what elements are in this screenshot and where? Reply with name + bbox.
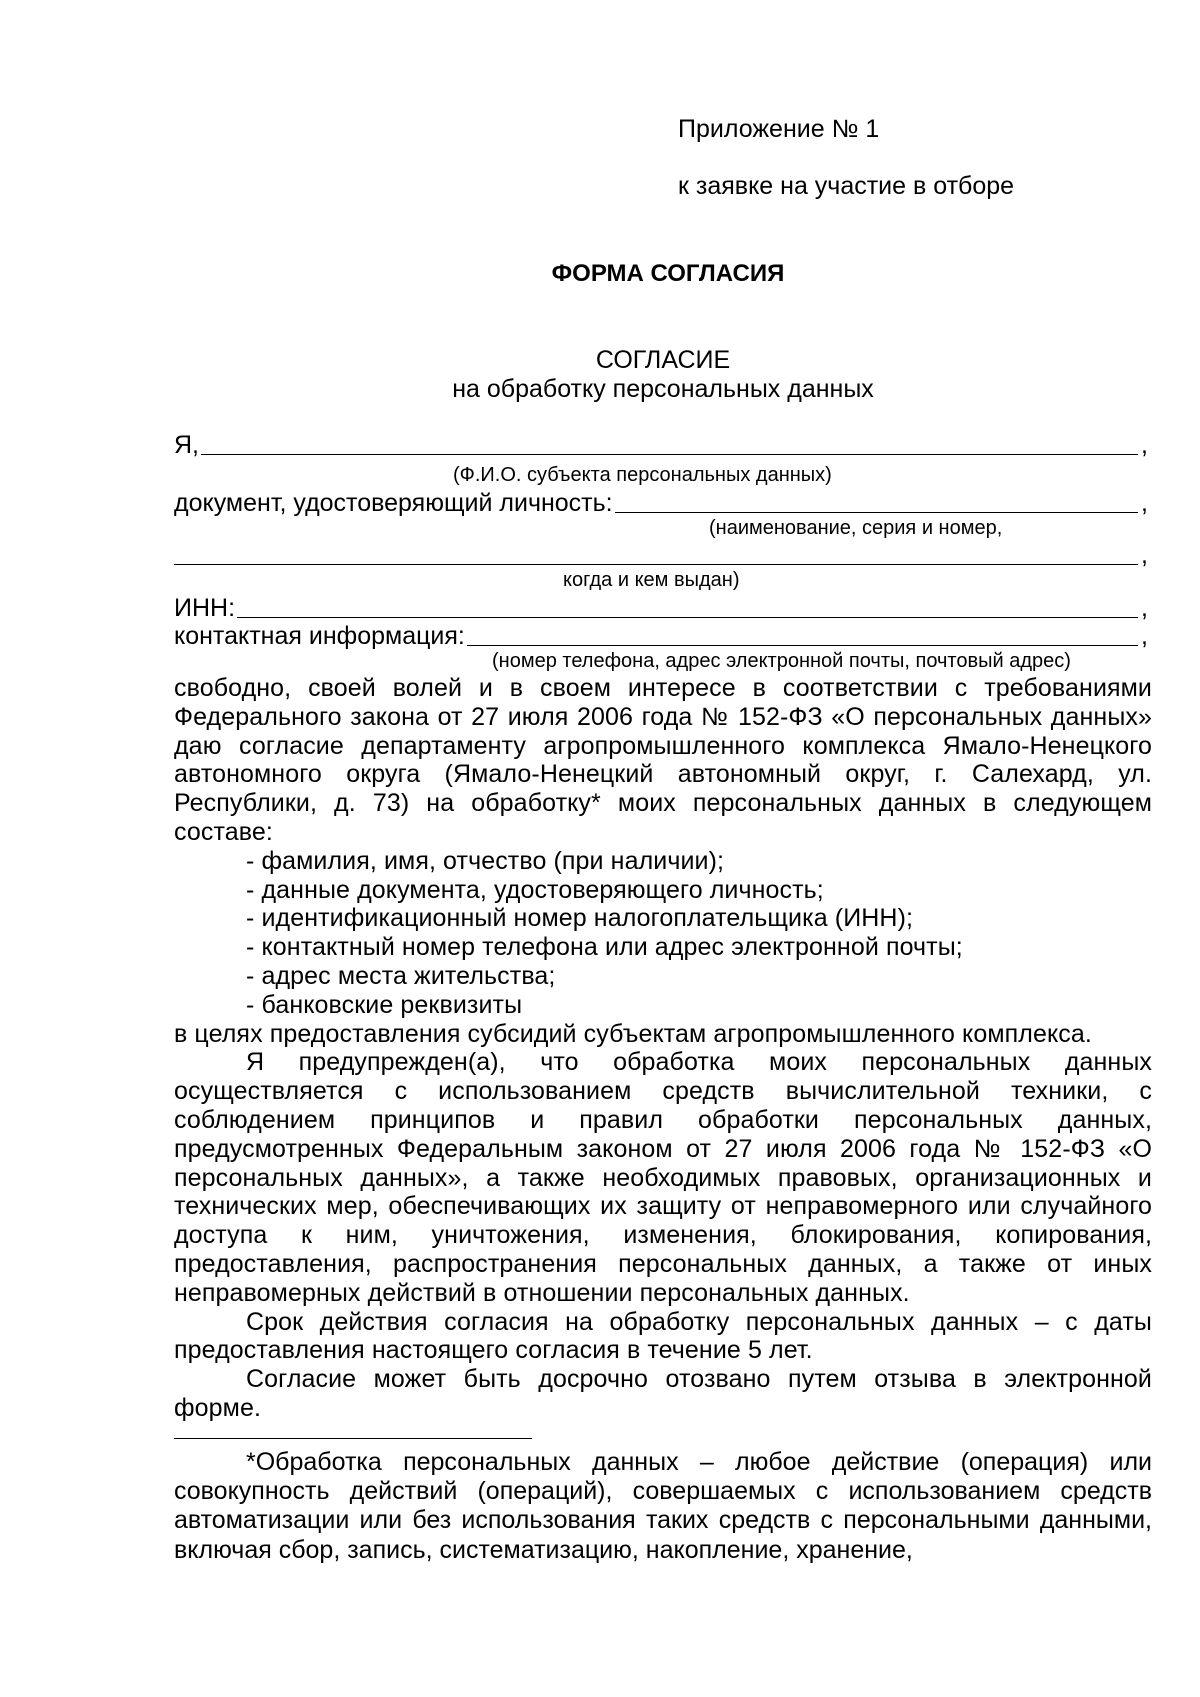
inn-blank[interactable] — [237, 617, 1138, 618]
fio-blank[interactable] — [201, 454, 1138, 455]
fio-label: Я, — [174, 431, 199, 459]
term-paragraph: Срок действия согласия на обработку персональных данных – с даты предоставления настоящего согласия в течение 5 лет. — [174, 1307, 1152, 1365]
contact-row — [174, 620, 1148, 650]
contact-comma: , — [1141, 622, 1148, 650]
document-hint-2: когда и кем выдан) — [563, 569, 740, 591]
purpose-paragraph: в целях предоставления субсидий субъектам агропромышленного комплекса. — [174, 1019, 1092, 1048]
list-item: - фамилия, имя, отчество (при наличии); — [246, 846, 725, 875]
fio-hint: (Ф.И.О. субъекта персональных данных) — [453, 464, 832, 486]
document-row — [174, 487, 1148, 517]
revoke-paragraph: Согласие может быть досрочно отозвано путем отзыва в электронной форме. — [174, 1365, 1152, 1422]
document-hint-1: (наименование, серия и номер, — [709, 517, 1003, 539]
inn-label: ИНН: — [174, 594, 236, 622]
footnote-text: *Обработка персональных данных – любое действие (операция) или совокупность действий (операций), совершаемых с использованием средств автоматизации или без использования таких средств с персональными данными, включая сбор, запись, систематизацию, накопление, хранение, — [174, 1448, 1152, 1564]
document-blank[interactable] — [615, 512, 1138, 513]
document-comma: , — [1141, 489, 1148, 517]
inn-row — [174, 592, 1148, 622]
warning-paragraph: Я предупрежден(а), что обработка моих персональных данных осуществляется с использованием средств вычислительной техники, с соблюдением принципов и правил обработки персональных данных, предусмотренных Федеральным законом от 27 июля 2006 года № 152-ФЗ «О персональных данных», а также необходимых правовых, организационных и технических мер, обеспечивающих их защиту от неправомерного или случайного доступа к ним, уничтожения, изменения, блокирования, копирования, предоставления, распространения персональных данных, а также от иных неправомерных действий в отношении персональных данных. — [174, 1048, 1152, 1307]
list-item: - контактный номер телефона или адрес электронной почты; — [246, 933, 963, 962]
list-item: - банковские реквизиты — [246, 990, 523, 1019]
list-item: - данные документа, удостоверяющего личность; — [246, 875, 824, 904]
footnote-divider — [174, 1438, 532, 1439]
contact-blank[interactable] — [467, 645, 1138, 646]
appendix-note: к заявке на участие в отборе — [678, 172, 1015, 200]
document-comma-2: , — [1141, 541, 1148, 569]
consent-title: СОГЛАСИЕ — [595, 346, 731, 374]
intro-paragraph: свободно, своей волей и в своем интересе в соответствии с требованиями Федерального закона от 27 июля 2006 года № 152-ФЗ «О персональных данных» даю согласие департаменту агропромышленного комплекса Ямало-Ненецкого автономного округа (Ямало-Ненецкий автономный округ, г. Салехард, ул. Республики, д. 73) на обработку* моих персональных данных в следующем составе: — [174, 674, 1152, 846]
form-title: ФОРМА СОГЛАСИЯ — [551, 260, 785, 287]
list-item: - адрес места жительства; — [246, 961, 556, 990]
contact-label: контактная информация: — [174, 622, 465, 650]
list-item: - идентификационный номер налогоплательщика (ИНН); — [246, 904, 914, 933]
footnote — [174, 1448, 1152, 1565]
contact-hint: (номер телефона, адрес электронной почты, почтовый адрес) — [492, 650, 1071, 672]
fio-comma: , — [1141, 431, 1148, 459]
appendix-number: Приложение № 1 — [678, 115, 880, 143]
consent-subtitle: на обработку персональных данных — [452, 375, 874, 403]
fio-row — [174, 429, 1148, 459]
document-row-2 — [174, 539, 1148, 569]
inn-comma: , — [1141, 594, 1148, 622]
document-label: документ, удостоверяющий личность: — [174, 489, 613, 517]
consent-body — [174, 674, 1152, 1423]
document-blank-2[interactable] — [174, 564, 1138, 565]
